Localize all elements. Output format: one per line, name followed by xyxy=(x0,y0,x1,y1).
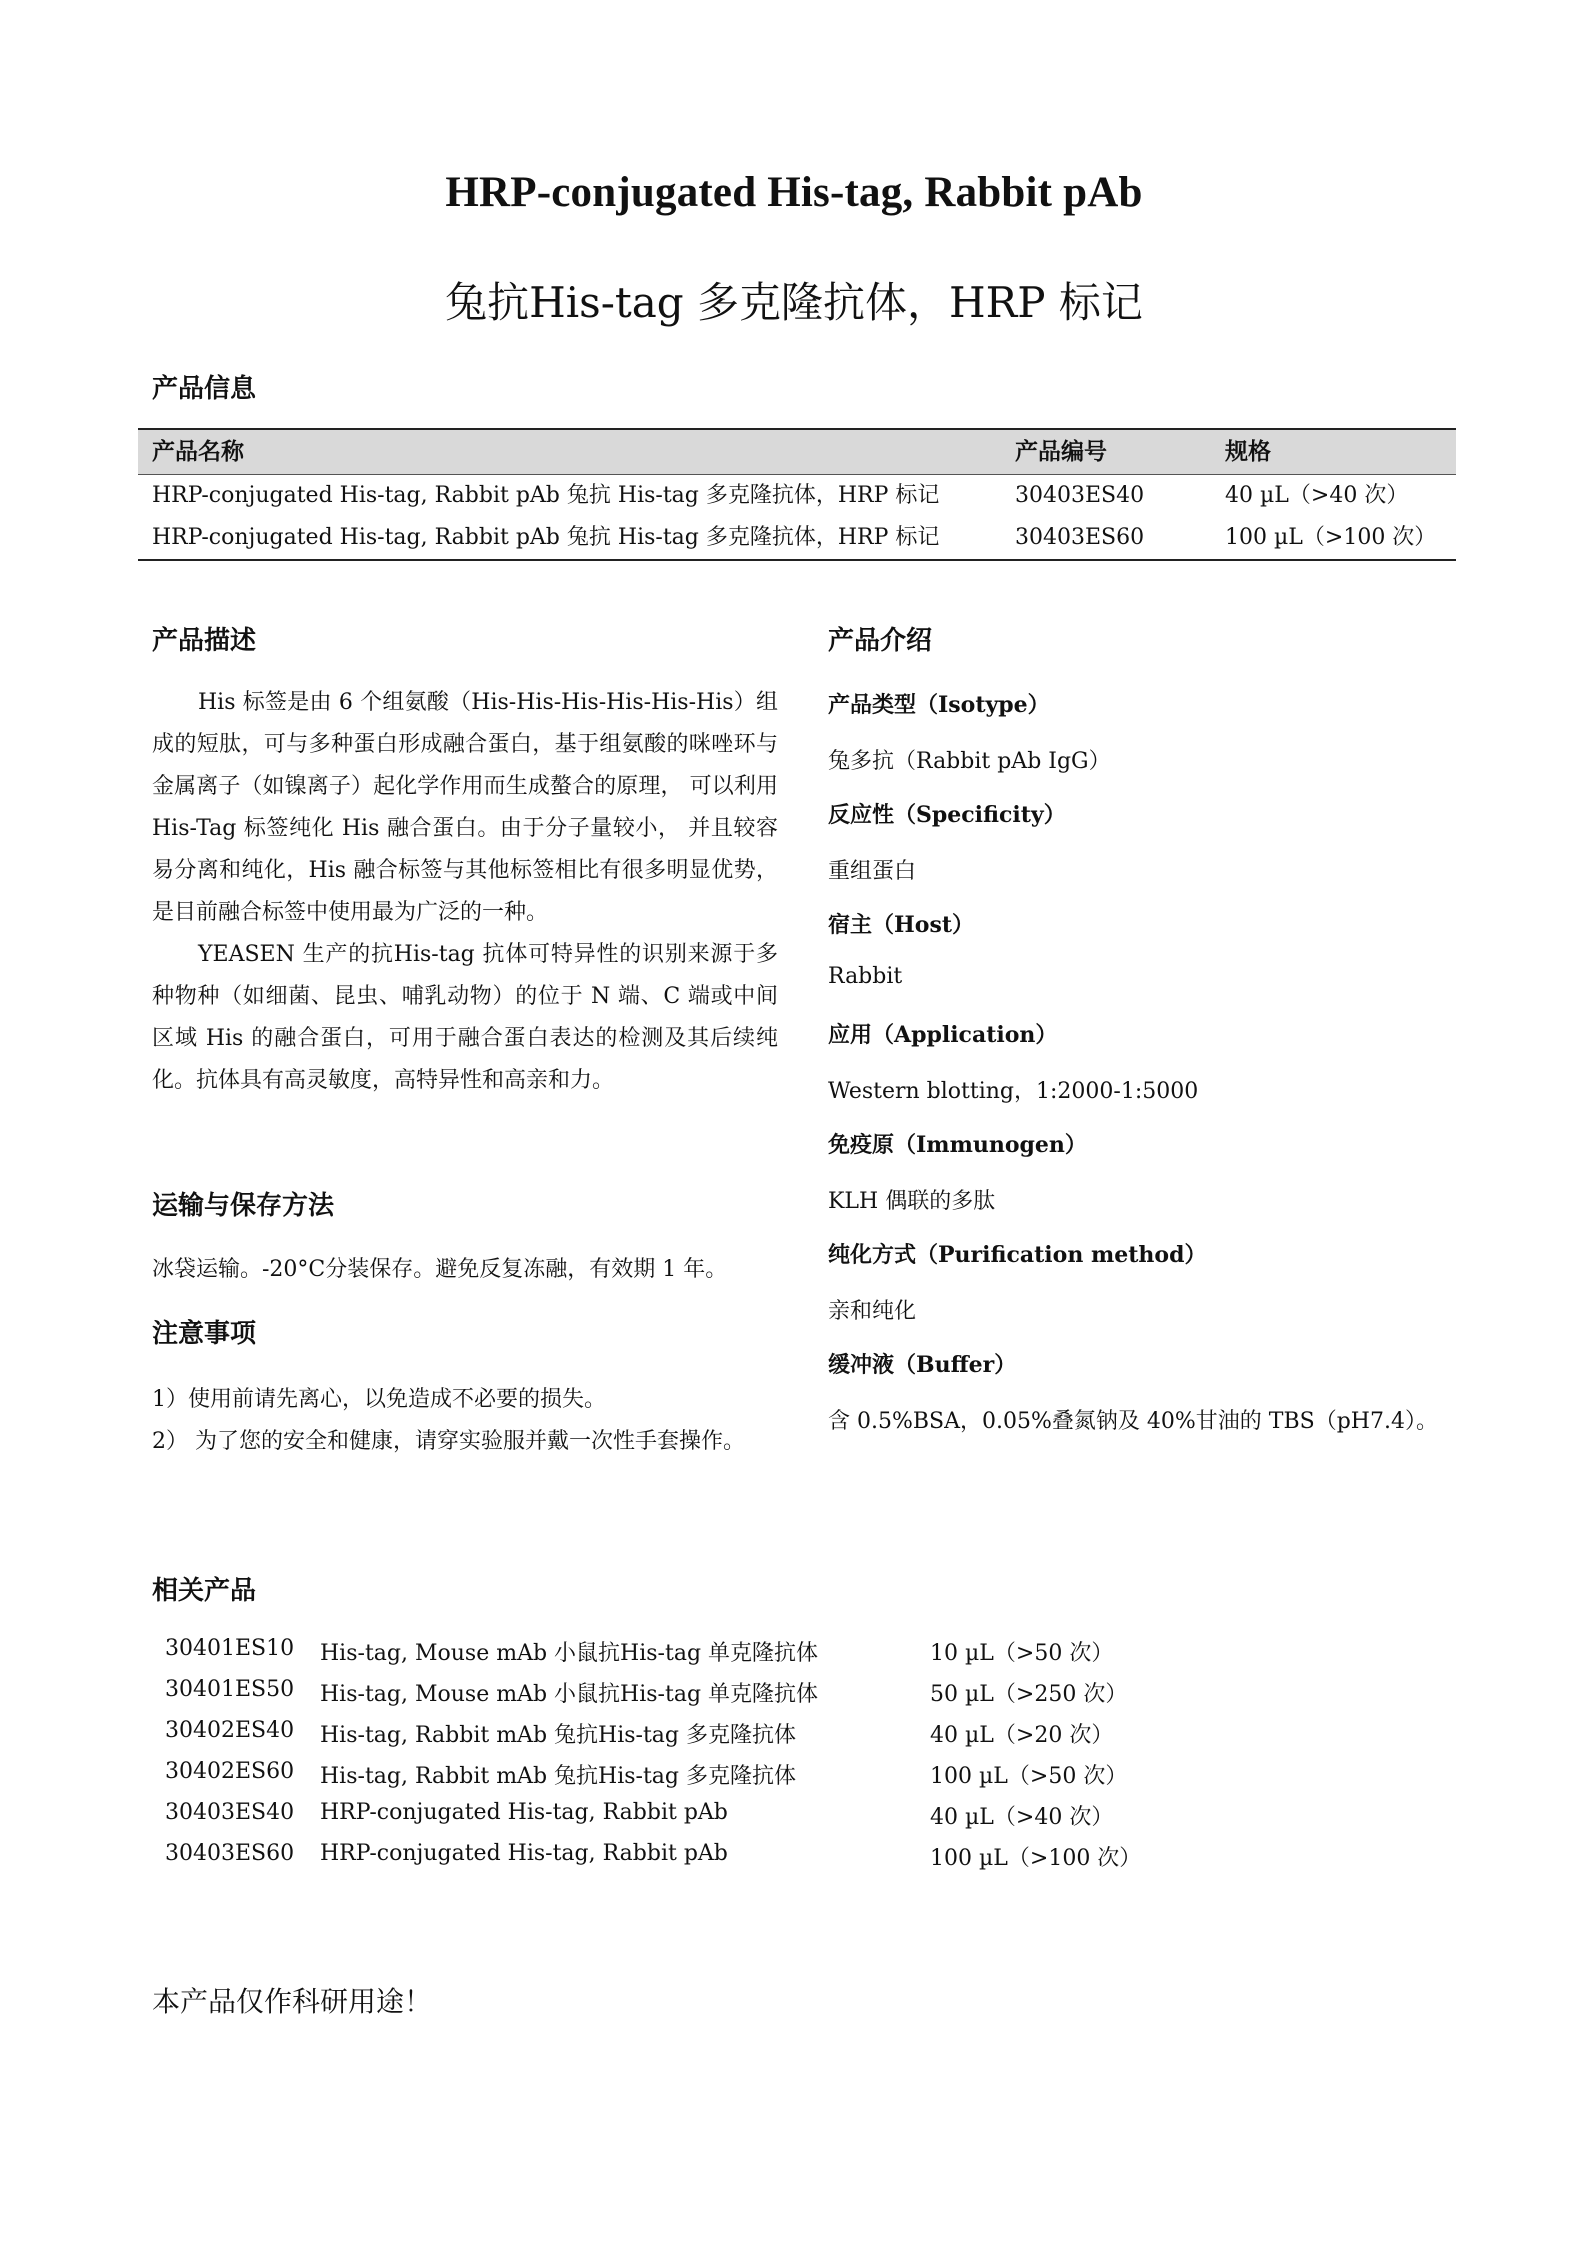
product-code-cell: 30403ES60 xyxy=(1015,525,1145,550)
related-spec: 40 µL（>20 次） xyxy=(930,1723,1114,1748)
related-spec: 40 µL（>40 次） xyxy=(930,1805,1114,1830)
table-row xyxy=(165,1636,1165,1677)
description-body xyxy=(152,682,778,1102)
table-row xyxy=(165,1800,1165,1841)
purification-label: 纯化方式（Purification method） xyxy=(828,1242,1207,1268)
related-name: His-tag, Mouse mAb 小鼠抗His-tag 单克隆抗体 xyxy=(320,1641,819,1666)
shipping-text: 冰袋运输。-20°C分装保存。避免反复冻融，有效期 1 年。 xyxy=(152,1257,728,1282)
product-code-cell: 30403ES40 xyxy=(1015,483,1145,508)
immunogen-label: 免疫原（Immunogen） xyxy=(828,1132,1087,1158)
host-value: Rabbit xyxy=(828,964,903,989)
notes-heading: 注意事项 xyxy=(152,1319,257,1349)
product-info-table xyxy=(138,428,1456,561)
related-name: HRP-conjugated His-tag, Rabbit pAb xyxy=(320,1841,728,1866)
description-paragraph: His 标签是由 6 个组氨酸（His-His-His-His-His-His）组成的短肽，可与多种蛋白形成融合蛋白，基于组氨酸的咪唑环与金属离子（如镍离子）起化学作用而生成螯合的原理， 可以利用 His-Tag 标签纯化 His 融合蛋白。由于分子量较小， 并且较容易分离和纯化，His 融合标签与其他标签相比有很多明显优势，是目前融合标签中使用最为广泛的一种。 xyxy=(152,690,778,925)
table-row xyxy=(165,1677,1165,1718)
product-spec-cell: 100 µL（>100 次） xyxy=(1225,525,1437,550)
product-info-heading: 产品信息 xyxy=(152,374,257,404)
isotype-label: 产品类型（Isotype） xyxy=(828,692,1050,718)
research-use-note: 本产品仅作科研用途！ xyxy=(152,1985,433,2018)
related-spec: 100 µL（>50 次） xyxy=(930,1764,1128,1789)
isotype-value: 兔多抗（Rabbit pAb IgG） xyxy=(828,749,1111,774)
table-row xyxy=(138,475,1456,517)
related-name: HRP-conjugated His-tag, Rabbit pAb xyxy=(320,1800,728,1825)
page-title: HRP-conjugated His-tag, Rabbit pAb xyxy=(445,169,1143,216)
application-value: Western blotting，1:2000-1:5000 xyxy=(828,1079,1199,1104)
application-label: 应用（Application） xyxy=(828,1022,1058,1048)
table-row xyxy=(165,1841,1165,1882)
specificity-label: 反应性（Specificity） xyxy=(828,802,1066,828)
list-item: 1）使用前请先离心，以免造成不必要的损失。 xyxy=(152,1387,606,1412)
related-heading: 相关产品 xyxy=(152,1576,257,1606)
table-row xyxy=(165,1759,1165,1800)
page-subtitle: 兔抗His-tag 多克隆抗体，HRP 标记 xyxy=(445,278,1143,327)
column-header-spec: 规格 xyxy=(1225,438,1271,465)
related-name: His-tag, Rabbit mAb 兔抗His-tag 多克隆抗体 xyxy=(320,1723,796,1748)
host-label: 宿主（Host） xyxy=(828,912,975,938)
buffer-label: 缓冲液（Buffer） xyxy=(828,1352,1017,1378)
list-item: 2） 为了您的安全和健康，请穿实验服并戴一次性手套操作。 xyxy=(152,1429,745,1454)
related-products-list xyxy=(165,1636,1165,1882)
description-paragraph: YEASEN 生产的抗His-tag 抗体可特异性的识别来源于多种物种（如细菌、昆虫、哺乳动物）的位于 N 端、C 端或中间区域 His 的融合蛋白，可用于融合蛋白表达的检测及其后续纯化。抗体具有高灵敏度，高特异性和高亲和力。 xyxy=(152,942,778,1093)
product-name-cell: HRP-conjugated His-tag, Rabbit pAb 兔抗 His-tag 多克隆抗体，HRP 标记 xyxy=(152,483,940,508)
column-header-name: 产品名称 xyxy=(152,438,244,465)
related-code: 30401ES50 xyxy=(165,1677,295,1702)
related-spec: 10 µL（>50 次） xyxy=(930,1641,1114,1666)
buffer-value: 含 0.5%BSA，0.05%叠氮钠及 40%甘油的 TBS（pH7.4）。 xyxy=(828,1409,1438,1434)
shipping-heading: 运输与保存方法 xyxy=(152,1191,335,1221)
related-name: His-tag, Rabbit mAb 兔抗His-tag 多克隆抗体 xyxy=(320,1764,796,1789)
specificity-value: 重组蛋白 xyxy=(828,859,917,884)
column-header-code: 产品编号 xyxy=(1015,438,1107,465)
related-name: His-tag, Mouse mAb 小鼠抗His-tag 单克隆抗体 xyxy=(320,1682,819,1707)
introduction-heading: 产品介绍 xyxy=(828,626,933,656)
purification-value: 亲和纯化 xyxy=(828,1299,917,1324)
related-code: 30401ES10 xyxy=(165,1636,295,1661)
table-row xyxy=(138,517,1456,559)
table-row xyxy=(165,1718,1165,1759)
related-code: 30402ES60 xyxy=(165,1759,295,1784)
related-code: 30403ES60 xyxy=(165,1841,295,1866)
table-header-row xyxy=(138,430,1456,475)
product-name-cell: HRP-conjugated His-tag, Rabbit pAb 兔抗 His-tag 多克隆抗体，HRP 标记 xyxy=(152,525,940,550)
related-spec: 50 µL（>250 次） xyxy=(930,1682,1128,1707)
related-spec: 100 µL（>100 次） xyxy=(930,1846,1142,1871)
description-heading: 产品描述 xyxy=(152,626,257,656)
immunogen-value: KLH 偶联的多肽 xyxy=(828,1189,996,1214)
related-code: 30403ES40 xyxy=(165,1800,295,1825)
related-code: 30402ES40 xyxy=(165,1718,295,1743)
product-spec-cell: 40 µL（>40 次） xyxy=(1225,483,1409,508)
